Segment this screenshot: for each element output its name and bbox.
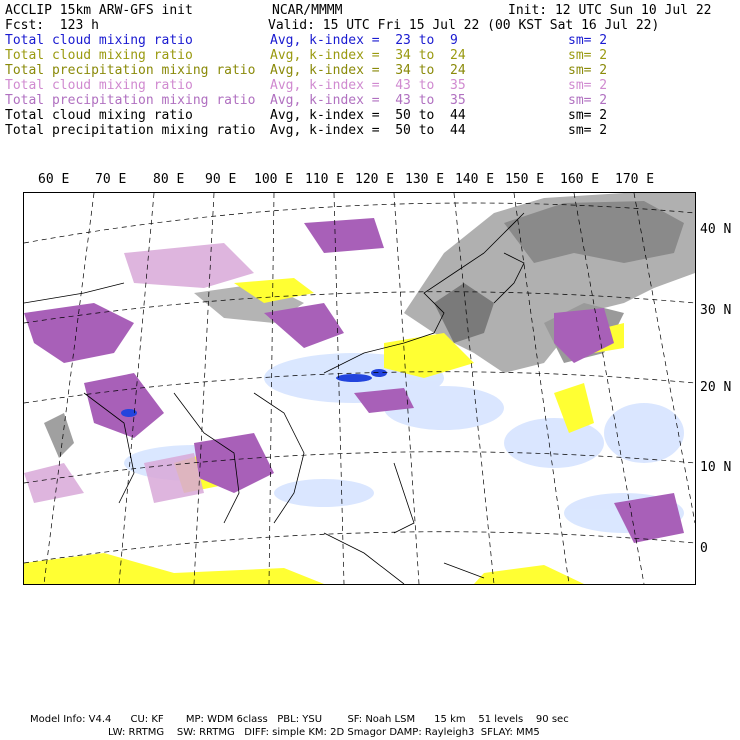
longitude-label: 70 E	[95, 172, 127, 187]
field-stat: Avg, k-index = 23 to 9	[270, 33, 458, 48]
map-panel	[23, 192, 696, 585]
longitude-label: 80 E	[153, 172, 185, 187]
field-smoothing: sm= 2	[568, 93, 608, 108]
longitude-label: 150 E	[505, 172, 545, 187]
model-info-line2: LW: RRTMG SW: RRTMG DIFF: simple KM: 2D Smagor DAMP: Rayleigh3 SFLAY: MM5	[108, 727, 540, 738]
center-label: NCAR/MMMM	[272, 3, 343, 18]
init-time: Init: 12 UTC Sun 10 Jul 22	[508, 3, 712, 18]
longitude-label: 170 E	[615, 172, 655, 187]
model-title: ACCLIP 15km ARW-GFS init	[5, 3, 193, 18]
field-name: Total cloud mixing ratio	[5, 48, 193, 63]
field-stat: Avg, k-index = 50 to 44	[270, 108, 466, 123]
field-name: Total precipitation mixing ratio	[5, 93, 256, 108]
field-smoothing: sm= 2	[568, 48, 608, 63]
latitude-label: 40 N	[700, 222, 732, 237]
field-smoothing: sm= 2	[568, 63, 608, 78]
longitude-label: 110 E	[305, 172, 345, 187]
field-stat: Avg, k-index = 43 to 35	[270, 93, 466, 108]
longitude-label: 160 E	[560, 172, 600, 187]
longitude-label: 140 E	[455, 172, 495, 187]
model-info-line1: Model Info: V4.4 CU: KF MP: WDM 6class PBL: YSU SF: Noah LSM 15 km 51 levels 90 sec	[30, 714, 569, 725]
latitude-label: 10 N	[700, 460, 732, 475]
field-name: Total precipitation mixing ratio	[5, 123, 256, 138]
field-name: Total cloud mixing ratio	[5, 78, 193, 93]
field-stat: Avg, k-index = 43 to 35	[270, 78, 466, 93]
forecast-hour: Fcst: 123 h	[5, 18, 99, 33]
field-name: Total cloud mixing ratio	[5, 33, 193, 48]
latitude-label: 20 N	[700, 380, 732, 395]
latitude-label: 30 N	[700, 303, 732, 318]
field-smoothing: sm= 2	[568, 108, 608, 123]
latitude-label: 0	[700, 541, 708, 556]
field-name: Total cloud mixing ratio	[5, 108, 193, 123]
field-smoothing: sm= 2	[568, 123, 608, 138]
map-svg	[24, 193, 695, 584]
field-stat: Avg, k-index = 34 to 24	[270, 63, 466, 78]
longitude-label: 100 E	[254, 172, 294, 187]
longitude-label: 130 E	[405, 172, 445, 187]
longitude-label: 90 E	[205, 172, 237, 187]
field-name: Total precipitation mixing ratio	[5, 63, 256, 78]
field-stat: Avg, k-index = 50 to 44	[270, 123, 466, 138]
longitude-label: 120 E	[355, 172, 395, 187]
valid-time: Valid: 15 UTC Fri 15 Jul 22 (00 KST Sat 16 Jul 22)	[268, 18, 660, 33]
longitude-label: 60 E	[38, 172, 70, 187]
field-smoothing: sm= 2	[568, 33, 608, 48]
field-smoothing: sm= 2	[568, 78, 608, 93]
field-stat: Avg, k-index = 34 to 24	[270, 48, 466, 63]
